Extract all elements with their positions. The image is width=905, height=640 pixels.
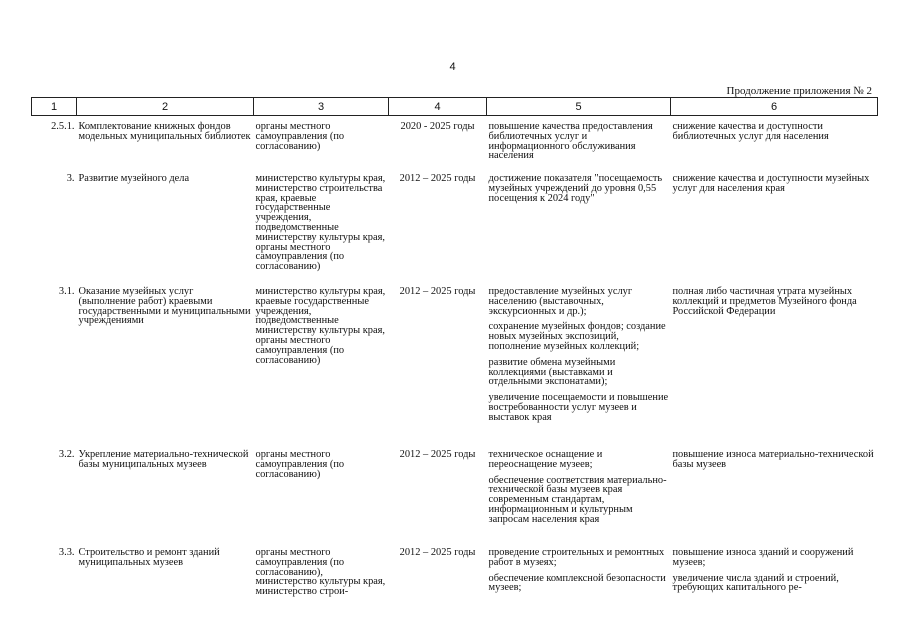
risk-item: увеличение числа зданий и строений, требующих капитального ре-	[672, 572, 839, 594]
measure-name: Комплектование книжных фондов модельных муниципальных библиотек	[78, 121, 251, 142]
result-item: предоставление музейных услуг населению (выставочных, экскурсионных и др.);	[488, 286, 633, 317]
executor: органы местного самоуправления (по согласованию), министерство культуры края, министерство строи-	[255, 547, 386, 598]
table-row	[32, 116, 878, 169]
col-header-2: 2	[77, 98, 254, 116]
col-header-5: 5	[487, 98, 671, 116]
period: 2012 – 2025 годы	[399, 286, 476, 297]
measure-name: Развитие музейного дела	[78, 173, 190, 184]
table-row	[32, 282, 878, 448]
expected-results	[487, 546, 671, 597]
risk-item: полная либо частичная утрата музейных коллекций и предметов Музейного фонда Российской Федерации	[672, 286, 857, 317]
col-header-3: 3	[254, 98, 389, 116]
expected-results	[487, 282, 671, 448]
col-header-4: 4	[389, 98, 487, 116]
expected-results	[487, 448, 671, 546]
risk-item: снижение качества и доступности музейных услуг для населения края	[672, 173, 870, 194]
executor: министерство культуры края, министерство строительства края, краевые государственные учреждения, подведомственные министерству культуры края, органы местного самоуправления (по согласованию)	[255, 173, 386, 273]
table-row	[32, 168, 878, 282]
col-header-6: 6	[671, 98, 878, 116]
result-item: сохранение музейных фондов; создание новых музейных экспозиций, пополнение музейных коллекций;	[488, 321, 666, 352]
result-item: проведение строительных и ремонтных работ в музеях;	[488, 547, 665, 568]
executor: органы местного самоуправления (по согласованию)	[255, 121, 345, 152]
page-number: 4	[449, 61, 456, 73]
expected-results	[487, 168, 671, 282]
executor: органы местного самоуправления (по согласованию)	[255, 449, 345, 480]
risks	[671, 546, 878, 597]
risks	[671, 282, 878, 448]
result-item: обеспечение комплексной безопасности музеев;	[488, 572, 666, 594]
risks	[671, 448, 878, 546]
expected-results	[487, 116, 671, 169]
result-item: достижение показателя "посещаемость музейных учреждений до уровня 0,55 посещения к 2024 году"	[488, 173, 663, 204]
program-table	[31, 97, 878, 597]
row-number: 3.2.	[58, 449, 75, 460]
period: 2012 – 2025 годы	[399, 173, 476, 184]
header-row	[32, 98, 878, 116]
result-item: увеличение посещаемости и повышение востребованности услуг музеев и выставок края	[488, 392, 669, 423]
risk-item: повышение износа материально-технической базы музеев	[672, 449, 874, 470]
period: 2012 – 2025 годы	[399, 449, 476, 460]
risks	[671, 116, 878, 169]
executor: министерство культуры края, краевые государственные учреждения, подведомственные министерству культуры края, органы местного самоуправления (по согласованию)	[255, 286, 386, 366]
risks	[671, 168, 878, 282]
risk-item: снижение качества и доступности библиотечных услуг для населения	[672, 121, 829, 142]
measure-name: Строительство и ремонт зданий муниципальных музеев	[78, 547, 220, 568]
row-number: 3.3.	[58, 547, 75, 558]
table-row	[32, 448, 878, 546]
row-number: 3.1.	[58, 286, 75, 297]
measure-name: Укрепление материально-технической базы муниципальных музеев	[78, 449, 249, 470]
risk-item: повышение износа зданий и сооружений музеев;	[672, 547, 854, 568]
row-number: 3.	[66, 173, 75, 184]
result-item: обеспечение соответствия материально-технической базы музеев края современным стандартам, информационным и культурным запросам населения края	[488, 474, 667, 525]
continuation-label: Продолжение приложения № 2	[726, 85, 872, 97]
result-item: повышение качества предоставления библиотечных услуг и информационного обслуживания населения	[488, 121, 653, 162]
col-header-1: 1	[32, 98, 77, 116]
period: 2020 - 2025 годы	[400, 121, 475, 132]
period: 2012 – 2025 годы	[399, 547, 476, 558]
table-row	[32, 546, 878, 597]
measure-name: Оказание музейных услуг (выполнение работ) краевыми государственными и муниципальными учреждениями	[78, 286, 251, 327]
result-item: техническое оснащение и переоснащение музеев;	[488, 449, 603, 470]
result-item: развитие обмена музейными коллекциями (выставками и отдельными экспонатами);	[488, 356, 616, 388]
row-number: 2.5.1.	[51, 121, 75, 132]
